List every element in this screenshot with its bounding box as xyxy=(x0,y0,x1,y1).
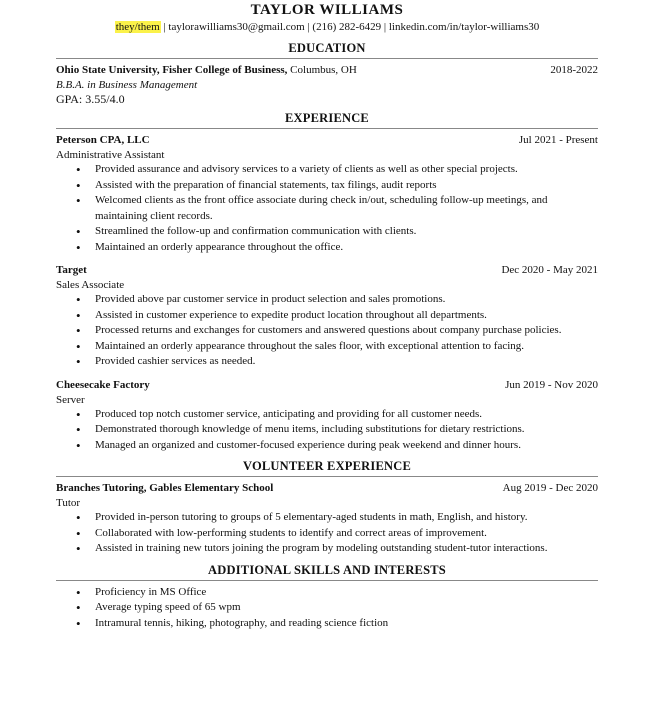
volunteer-entry xyxy=(56,481,598,557)
bullet-item: • Streamlined the follow-up and confirmation communication with clients. xyxy=(95,224,598,240)
section-divider xyxy=(56,58,598,59)
bullet-item: • Average typing speed of 65 wpm xyxy=(95,600,598,616)
bullet-item: • Assisted with the preparation of financial statements, tax filings, audit reports xyxy=(95,178,598,194)
job-entry xyxy=(56,133,598,255)
bullet-item: • Provided above par customer service in product selection and sales promotions. xyxy=(95,292,598,308)
bullet-item: • Welcomed clients as the front office associate during check in/out, scheduling follow-up meetings, and maintaining client records. xyxy=(95,193,598,224)
contact-line xyxy=(56,20,598,35)
job-role: Server xyxy=(56,393,85,406)
job-bullets xyxy=(56,407,598,454)
bullet-item: • Maintained an orderly appearance throughout the office. xyxy=(95,240,598,256)
school-location: Columbus, OH xyxy=(287,64,357,76)
degree: B.B.A. in Business Management xyxy=(56,79,198,91)
volunteer-header xyxy=(56,481,598,496)
education-entry xyxy=(56,63,598,78)
bullet-item: • Produced top notch customer service, anticipating and providing for all customer needs. xyxy=(95,407,598,423)
job-bullets xyxy=(56,292,598,370)
bullet-item: • Processed returns and exchanges for customers and answered questions about company purchase policies. xyxy=(95,323,598,339)
section-divider xyxy=(56,476,598,477)
education-school-line xyxy=(56,63,357,78)
job-header xyxy=(56,133,598,148)
job-bullets xyxy=(56,162,598,255)
volunteer-role: Tutor xyxy=(56,497,81,509)
contact-details: | taylorawilliams30@gmail.com | (216) 282-6429 | linkedin.com/in/taylor-williams30 xyxy=(160,21,540,33)
bullet-item: • Intramural tennis, hiking, photography, and reading science fiction xyxy=(95,616,598,632)
pronouns: they/them xyxy=(115,21,160,33)
section-title-volunteer: VOLUNTEER EXPERIENCE xyxy=(242,459,411,473)
gpa: GPA: 3.55/4.0 xyxy=(56,92,125,106)
volunteer-dates: Aug 2019 - Dec 2020 xyxy=(502,482,598,494)
section-divider xyxy=(56,580,598,581)
bullet-item: • Provided cashier services as needed. xyxy=(95,354,598,370)
bullet-item: • Maintained an orderly appearance throughout the sales floor, with exceptional attention to facing. xyxy=(95,339,598,355)
section-title-education: EDUCATION xyxy=(288,41,366,55)
job-org: Target xyxy=(56,264,87,276)
section-title-skills: ADDITIONAL SKILLS AND INTERESTS xyxy=(208,562,446,577)
job-role: Sales Associate xyxy=(56,279,125,291)
job-dates: Dec 2020 - May 2021 xyxy=(501,264,598,276)
bullet-item: • Managed an organized and customer-focused experience during peak weekend and dinner hours. xyxy=(95,438,598,454)
job-org: Cheesecake Factory xyxy=(56,378,150,391)
skills-bullets xyxy=(56,585,598,632)
job-entry xyxy=(56,378,598,454)
bullet-item: • Demonstrated thorough knowledge of menu items, including substitutions for dietary restrictions. xyxy=(95,422,598,438)
education-dates: 2018-2022 xyxy=(550,64,598,76)
job-entry xyxy=(56,263,598,370)
section-divider xyxy=(56,128,598,129)
volunteer-bullets xyxy=(56,510,598,557)
job-header xyxy=(56,378,598,393)
job-dates: Jul 2021 - Present xyxy=(518,134,598,146)
bullet-item: • Provided assurance and advisory services to a variety of clients as well as other special projects. xyxy=(95,162,598,178)
bullet-item: • Assisted in customer experience to expedite product location throughout all departments. xyxy=(95,308,598,324)
job-org: Peterson CPA, LLC xyxy=(56,134,150,146)
bullet-item: • Assisted in training new tutors joining the program by modeling outstanding student-tutor interactions. xyxy=(95,541,598,557)
bullet-item: • Proficiency in MS Office xyxy=(95,585,598,601)
volunteer-org: Branches Tutoring, Gables Elementary School xyxy=(56,482,274,494)
bullet-item: • Collaborated with low-performing students to identify and correct areas of improvement. xyxy=(95,526,598,542)
job-dates: Jun 2019 - Nov 2020 xyxy=(505,378,598,391)
job-header xyxy=(56,263,598,278)
bullet-item: • Provided in-person tutoring to groups of 5 elementary-aged students in math, English, and history. xyxy=(95,510,598,526)
section-title-experience: EXPERIENCE xyxy=(285,111,369,125)
resume-name: TAYLOR WILLIAMS xyxy=(250,2,404,18)
school-name: Ohio State University, Fisher College of Business, xyxy=(56,64,288,76)
job-role: Administrative Assistant xyxy=(56,149,165,161)
